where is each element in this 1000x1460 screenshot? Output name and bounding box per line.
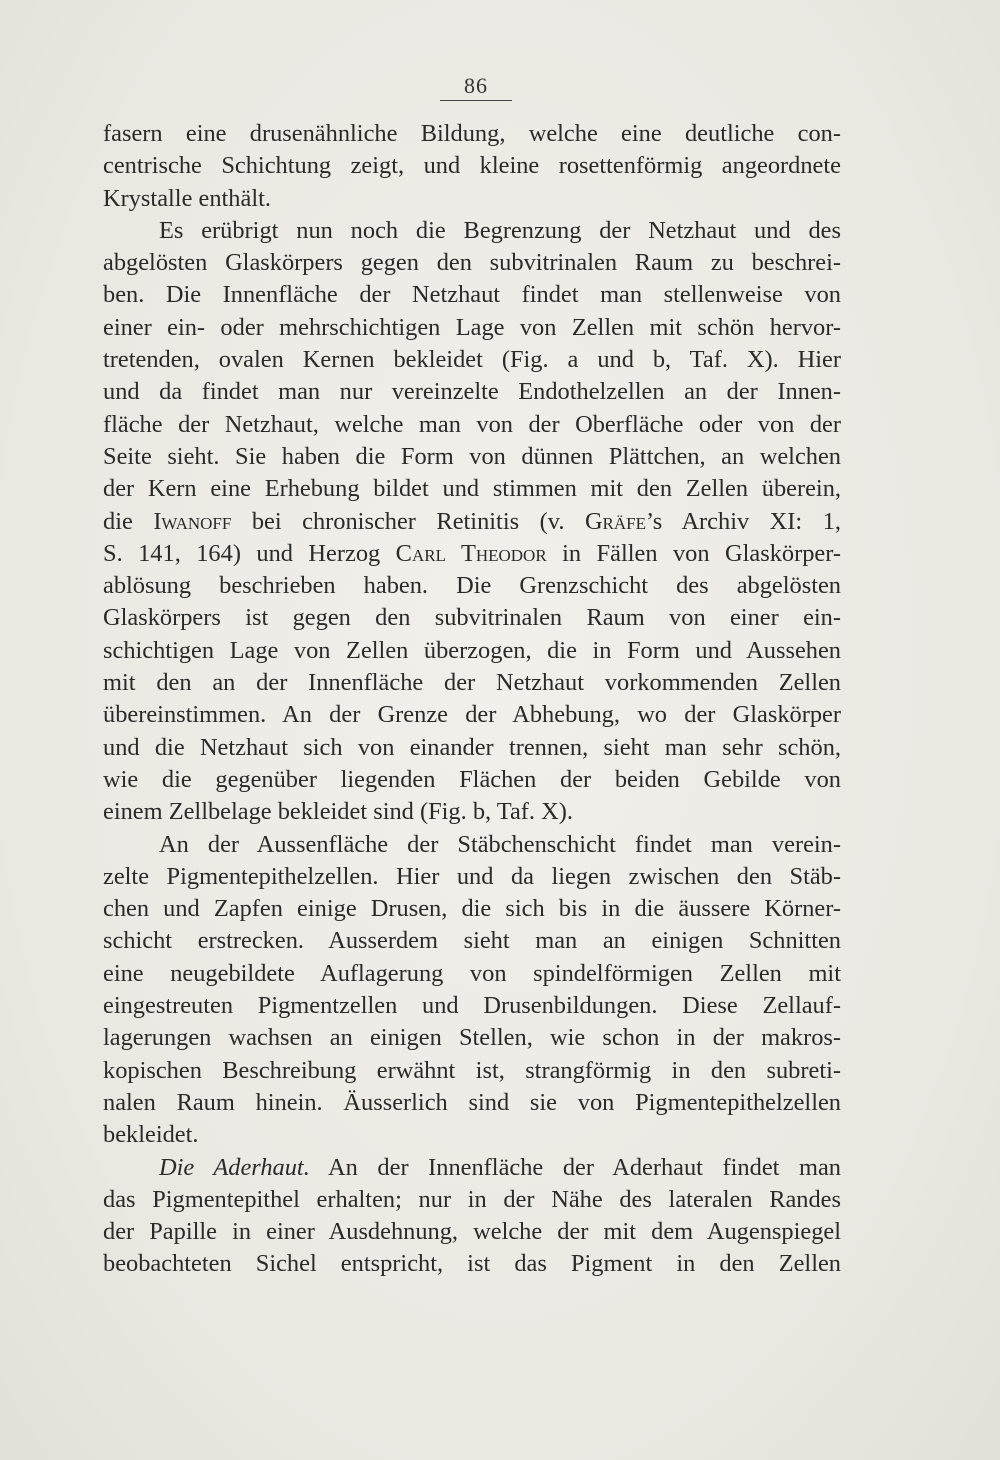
text-run: An der Innenfläche der Aderhaut findet man [309,1153,842,1181]
text-line: fasern eine drusenähnliche Bildung, welche eine deutliche con- [103,120,841,147]
author-name: Carl Theodor [395,539,547,567]
text-line: Glaskörpers ist gegen den subvitrinalen Raum von einer ein- [103,604,841,632]
text-line: wie die gegenüber liegenden Flächen der beiden Gebilde von [103,765,841,793]
text-line-carl-theodor [103,538,841,570]
text-line: An der Aussenfläche der Stäbchenschicht findet man verein- [159,830,841,858]
text-line: mit den an der Innenfläche der Netzhaut vorkommenden Zellen [103,669,841,697]
text-line: schicht erstrecken. Ausserdem sieht man an einigen Schnitten [103,927,841,955]
text-line: fläche der Netzhaut, welche man von der Oberfläche oder von der [103,410,841,438]
text-line-aderhaut [103,1152,841,1184]
text-line: und die Netzhaut sich von einander trennen, sieht man sehr schön, [103,733,841,761]
text-run: ’s Archiv XI: 1, [646,507,841,535]
text-run: S. 141, 164) und Herzog [103,539,396,567]
page-number-rule [440,100,512,101]
text-line-iwanoff [103,506,841,538]
text-line: Krystalle enthält. [103,184,271,212]
text-line: Seite sieht. Sie haben die Form von dünnen Plättchen, an welchen [103,442,841,470]
text-line: lagerungen wachsen an einigen Stellen, wie schon in der makros- [103,1024,841,1052]
author-name: Iwanoff [153,507,232,535]
section-heading: Die Aderhaut. [159,1153,310,1181]
text-run: bei chronischer Retinitis (v. [231,507,585,535]
text-line: übereinstimmen. An der Grenze der Abhebung, wo der Glaskörper [103,701,841,729]
text-line: zelte Pigmentepithelzellen. Hier und da liegen zwischen den Stäb- [103,862,841,890]
text-line: centrische Schichtung zeigt, und kleine rosettenförmig angeordnete [103,152,841,180]
text-line: kopischen Beschreibung erwähnt ist, strangförmig in den subreti- [103,1056,841,1084]
text-line: einem Zellbelage bekleidet sind (Fig. b, Taf. X). [103,798,573,826]
body-text [103,118,841,1281]
text-line: tretenden, ovalen Kernen bekleidet (Fig. a und b, Taf. X). Hier [103,346,841,374]
text-line: der Kern eine Erhebung bildet und stimmen mit den Zellen überein, [103,475,841,503]
text-line: nalen Raum hinein. Äusserlich sind sie von Pigmentepithelzellen [103,1088,841,1116]
text-line: eine neugebildete Auflagerung von spindelförmigen Zellen mit [103,959,841,987]
text-line: eingestreuten Pigmentzellen und Drusenbildungen. Diese Zellauf- [103,992,841,1020]
text-line: ben. Die Innenfläche der Netzhaut findet man stellenweise von [103,281,841,309]
text-line: chen und Zapfen einige Drusen, die sich bis in die äussere Körner- [103,895,841,923]
text-run: die [103,507,154,535]
text-line: der Papille in einer Ausdehnung, welche der mit dem Augenspiegel [103,1218,841,1246]
text-line: einer ein- oder mehrschichtigen Lage von Zellen mit schön hervor- [103,313,841,341]
text-line: Es erübrigt nun noch die Begrenzung der Netzhaut und des [159,216,841,244]
text-line: schichtigen Lage von Zellen überzogen, die in Form und Aussehen [103,636,841,664]
text-line: das Pigmentepithel erhalten; nur in der Nähe des lateralen Randes [103,1185,841,1213]
text-line: beobachteten Sichel entspricht, ist das Pigment in den Zellen [103,1250,841,1278]
text-line: abgelösten Glaskörpers gegen den subvitrinalen Raum zu beschrei- [103,249,841,277]
text-line: bekleidet. [103,1121,199,1149]
text-run: in Fällen von Glaskörper- [546,539,841,567]
text-line: ablösung beschrieben haben. Die Grenzschicht des abgelösten [103,572,841,600]
author-name: Gräfe [584,507,647,535]
text-line: und da findet man nur vereinzelte Endothelzellen an der Innen- [103,378,841,406]
page-number: 86 [464,73,488,98]
